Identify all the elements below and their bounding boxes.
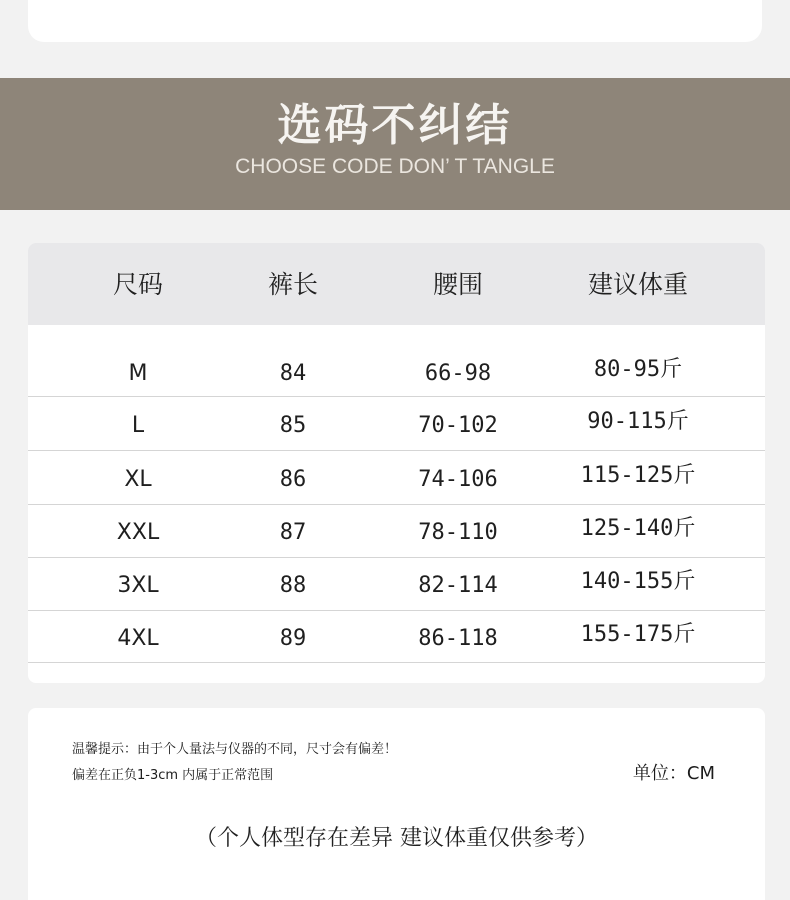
header-size: 尺码 — [112, 270, 163, 299]
cell-waist: 86-118 — [418, 626, 498, 651]
cell-waist: 82-114 — [418, 573, 498, 598]
tolerance-text: 偏差在正负1-3cm 内属于正常范围 — [72, 768, 274, 783]
banner-title: 选码不纠结 — [277, 100, 513, 151]
weight-disclaimer: （个人体型存在差异 建议体重仅供参考） — [195, 826, 598, 851]
cell-length: 88 — [279, 573, 307, 598]
cell-weight: 155-175斤 — [580, 622, 696, 647]
header-weight: 建议体重 — [587, 270, 688, 299]
header-waist: 腰围 — [432, 270, 483, 299]
cell-size: 3XL — [117, 573, 159, 598]
cell-length: 87 — [279, 520, 307, 545]
row-divider — [28, 662, 765, 663]
banner — [0, 78, 790, 210]
cell-weight: 80-95斤 — [593, 357, 683, 382]
table-row — [28, 611, 765, 664]
cell-size: XXL — [116, 520, 160, 545]
cell-size: L — [131, 413, 145, 438]
size-table — [28, 243, 765, 683]
cell-size: XL — [124, 467, 152, 492]
cell-waist: 74-106 — [418, 467, 498, 492]
cell-weight: 115-125斤 — [580, 463, 696, 488]
notes-card — [28, 708, 765, 900]
cell-size: 4XL — [117, 626, 159, 651]
table-row — [28, 558, 765, 611]
cell-length: 86 — [279, 467, 307, 492]
cell-waist: 78-110 — [418, 520, 498, 545]
table-row — [28, 451, 765, 504]
header-length: 裤长 — [267, 270, 318, 299]
cell-length: 89 — [279, 626, 307, 651]
table-header — [28, 243, 765, 325]
cell-waist: 66-98 — [424, 361, 492, 386]
cell-size: M — [128, 361, 148, 386]
cell-waist: 70-102 — [418, 413, 498, 438]
cell-weight: 140-155斤 — [580, 569, 696, 594]
warm-tip-text: 温馨提示：由于个人量法与仪器的不同，尺寸会有偏差！ — [72, 742, 398, 757]
table-row — [28, 347, 765, 400]
cell-weight: 90-115斤 — [587, 409, 689, 434]
top-card — [28, 0, 762, 42]
table-row — [28, 505, 765, 558]
banner-subtitle: CHOOSE CODE DON’ T TANGLE — [235, 155, 555, 178]
cell-length: 85 — [279, 413, 307, 438]
cell-length: 84 — [279, 361, 307, 386]
cell-weight: 125-140斤 — [580, 516, 696, 541]
table-row — [28, 397, 765, 450]
unit-label: 单位：CM — [632, 763, 715, 784]
